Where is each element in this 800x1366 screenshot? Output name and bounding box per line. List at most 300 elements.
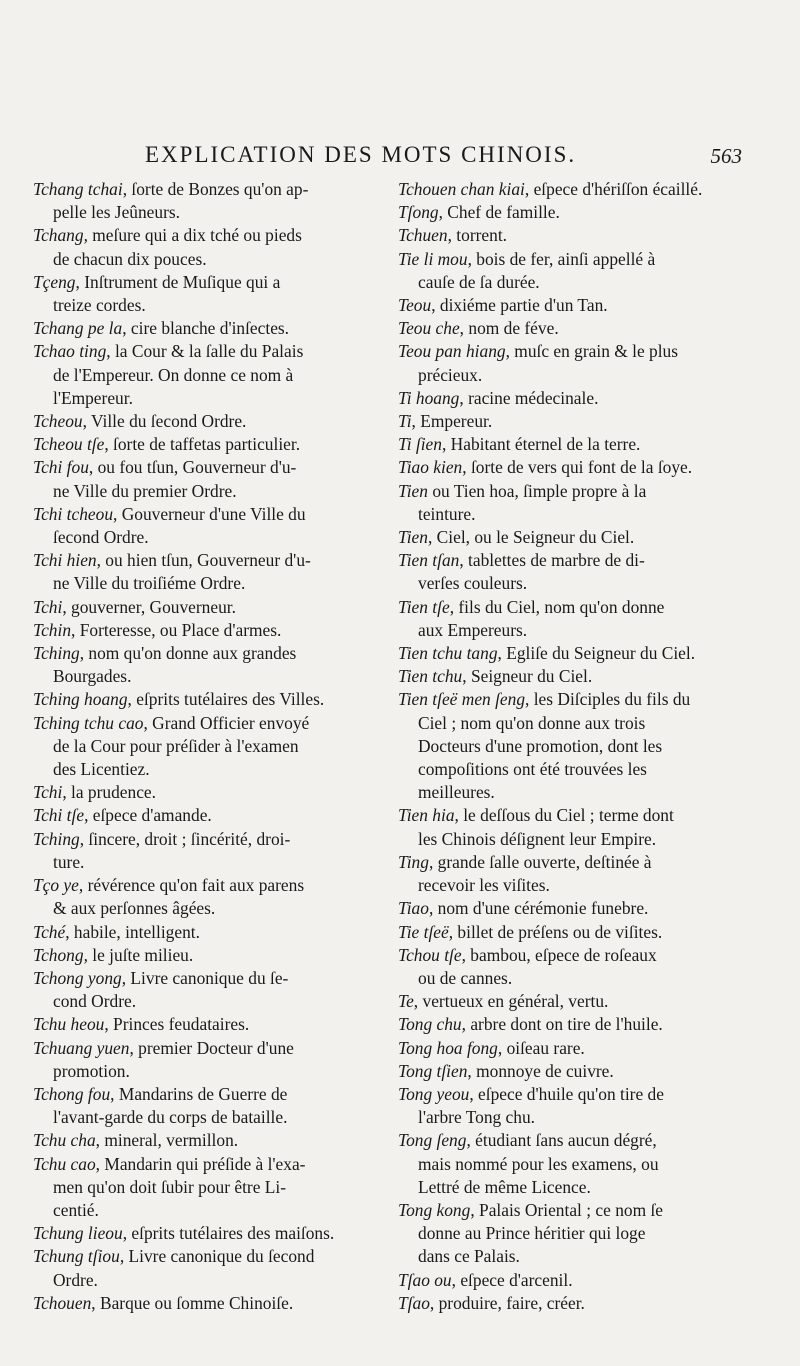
entry-term: Ting [398,851,429,872]
entry-definition-text: Docteurs d'une promotion, dont les [418,735,663,756]
glossary-entry [33,224,385,270]
entry-first-line [398,248,744,271]
entry-continuation-line [398,503,744,526]
glossary-entry [398,990,744,1013]
entry-first-line [398,1037,744,1060]
entry-definition-text: , nom qu'on donne aux grandes [79,643,297,664]
entry-continuation-line [33,480,385,503]
entry-continuation-line [33,248,385,271]
entry-first-line [398,1199,744,1222]
glossary-entry [33,712,385,782]
entry-definition-text: , racine médecinale. [459,387,599,408]
entry-definition-text: , Palais Oriental ; ce nom ſe [470,1199,664,1220]
entry-term: Tchung lieou [33,1223,123,1244]
entry-first-line [398,642,744,665]
entry-definition-text: men qu'on doit ſubir pour être Li- [53,1176,287,1197]
entry-continuation-line [398,619,744,642]
glossary-entry [398,944,744,990]
entry-first-line [33,317,385,340]
entry-term: Tchu cha [33,1130,96,1151]
entry-term: Tiao kien [398,457,463,478]
entry-term: Tchou tſe [398,944,462,965]
entry-definition-text: , eſprits tutélaires des Villes. [127,689,325,710]
glossary-entry [398,1013,744,1036]
entry-definition-text: , ſorte de taffetas particulier. [104,434,301,455]
column-gutter [390,180,392,1340]
entry-definition-text: , arbre dont on tire de l'huile. [461,1014,663,1035]
entry-definition-text: , ou hien tſun, Gouverneur d'u- [96,550,311,571]
entry-continuation-line [398,1153,744,1176]
glossary-entry [33,874,385,920]
glossary-entry [398,1060,744,1083]
entry-first-line [398,201,744,224]
entry-definition-text: , étudiant ſans aucun dégré, [466,1130,657,1151]
entry-first-line [33,410,385,433]
entry-first-line [398,665,744,688]
entry-term: Tſao [398,1292,430,1313]
entry-term: Tien tchu [398,666,463,687]
entry-first-line [33,1245,385,1268]
entry-term: Teou pan hiang [398,341,506,362]
glossary-entry [398,178,744,201]
entry-first-line [33,874,385,897]
entry-first-line [398,178,744,201]
entry-definition-text: , le deſſous du Ciel ; terme dont [454,805,674,826]
entry-first-line [33,1129,385,1152]
entry-first-line [33,271,385,294]
entry-continuation-line [33,990,385,1013]
entry-definition-text: , Grand Officier envoyé [143,712,310,733]
entry-continuation-line [398,967,744,990]
left-column [33,178,385,1315]
glossary-entry [398,294,744,317]
entry-first-line [33,1013,385,1036]
entry-definition-text: , Ciel, ou le Seigneur du Ciel. [427,527,635,548]
entry-definition-text: Ordre. [53,1269,98,1290]
glossary-entry [398,688,744,804]
entry-first-line [398,1083,744,1106]
entry-first-line [33,828,385,851]
entry-term: Tchong fou [33,1083,111,1104]
entry-term: Tong tſien [398,1060,468,1081]
glossary-entry [398,317,744,340]
entry-term: Tien [398,527,428,548]
glossary-entry [398,665,744,688]
glossary-entry [33,1222,385,1245]
entry-continuation-line [33,1176,385,1199]
entry-term: Tchu heou [33,1014,105,1035]
entry-first-line [33,1292,385,1315]
entry-continuation-line [398,1222,744,1245]
glossary-entry [398,387,744,410]
entry-definition-text: ou Tien hoa, ſimple propre à la [427,480,647,501]
glossary-entry [398,804,744,850]
entry-first-line [33,944,385,967]
entry-first-line [398,944,744,967]
entry-definition-text: , torrent. [447,225,508,246]
entry-definition-text: , Mandarins de Guerre de [110,1083,288,1104]
entry-definition-text: de l'Empereur. On donne ce nom à [53,364,294,385]
entry-term: Tiao [398,898,429,919]
entry-continuation-line [33,364,385,387]
entry-first-line [33,921,385,944]
glossary-entry [33,619,385,642]
entry-first-line [33,549,385,572]
entry-definition-text: , Chef de famille. [438,202,560,223]
entry-first-line [398,294,744,317]
glossary-entry [33,1129,385,1152]
entry-term: Tien hia [398,805,455,826]
entry-first-line [398,990,744,1013]
entry-term: Tſong [398,202,439,223]
entry-definition-text: ture. [53,851,85,872]
page-number: 563 [710,144,742,168]
entry-continuation-line [398,364,744,387]
entry-term: Tong yeou [398,1083,470,1104]
entry-first-line [398,433,744,456]
entry-term: Tcheou tſe [33,434,105,455]
entry-definition-text: ſecond Ordre. [53,527,149,548]
glossary-entry [398,480,744,526]
entry-first-line [33,642,385,665]
entry-definition-text: des Licentiez. [53,759,150,780]
entry-term: Tchi tcheou [33,503,114,524]
entry-definition-text: verſes couleurs. [418,573,528,594]
entry-first-line [33,1153,385,1176]
entry-term: Tchang tchai [33,179,123,199]
glossary-entry [398,921,744,944]
entry-definition-text: meilleures. [418,782,495,803]
glossary-entry [398,456,744,479]
entry-first-line [398,688,744,711]
entry-definition-text: , cire blanche d'inſectes. [122,318,290,339]
entry-first-line [33,178,385,201]
entry-definition-text: , habile, intelligent. [65,921,200,942]
entry-continuation-line [398,1106,744,1129]
entry-term: Tong ſeng [398,1130,467,1151]
entry-definition-text: , mineral, vermillon. [95,1130,239,1151]
glossary-entry [33,921,385,944]
entry-term: Tcheou [33,411,83,432]
entry-first-line [398,340,744,363]
entry-definition-text: , muſc en grain & le plus [505,341,679,362]
entry-first-line [33,967,385,990]
entry-first-line [33,456,385,479]
glossary-entry [33,688,385,711]
entry-term: Tching [33,828,80,849]
entry-definition-text: , Livre canonique du ſe- [121,967,289,988]
glossary-entry [33,596,385,619]
page-header [0,142,800,176]
entry-first-line [398,1269,744,1292]
entry-first-line [398,480,744,503]
entry-definition-text: , ſincere, droit ; ſincérité, droi- [79,828,291,849]
entry-definition-text: pelle les Jeûneurs. [53,202,181,223]
entry-definition-text: , eſpece d'amande. [84,805,212,826]
entry-definition-text: , Habitant éternel de la terre. [441,434,641,455]
entry-definition-text: , ou fou tſun, Gouverneur d'u- [88,457,297,478]
entry-definition-text: cauſe de ſa durée. [418,271,540,292]
entry-definition-text: compoſitions ont été trouvées les [418,759,647,780]
entry-definition-text: , ſorte de Bonzes qu'on ap- [122,179,309,199]
glossary-entry [398,410,744,433]
entry-term: Tien tſeë men ſeng [398,689,526,710]
entry-definition-text: , fils du Ciel, nom qu'on donne [449,596,665,617]
entry-first-line [33,1222,385,1245]
entry-definition-text: , Seigneur du Ciel. [462,666,593,687]
entry-first-line [398,1013,744,1036]
entry-definition-text: , billet de préſens ou de viſites. [448,921,663,942]
glossary-entry [398,340,744,386]
entry-definition-text: , bois de fer, ainſi appellé à [467,248,656,269]
entry-definition-text: les Chinois déſignent leur Empire. [418,828,657,849]
entry-first-line [398,851,744,874]
entry-term: Tie tſeë [398,921,449,942]
entry-continuation-line [398,271,744,294]
entry-term: Tçeng [33,271,76,292]
entry-term: Tchu cao [33,1153,96,1174]
entry-definition-text: dans ce Palais. [418,1246,520,1267]
entry-definition-text: , Livre canonique du ſecond [119,1246,315,1267]
entry-first-line [398,596,744,619]
entry-term: Tchuang yuen [33,1037,130,1058]
entry-definition-text: , les Diſciples du fils du [525,689,691,710]
entry-first-line [398,804,744,827]
glossary-entry [33,271,385,317]
entry-definition-text: aux Empereurs. [418,619,528,640]
entry-continuation-line [33,735,385,758]
entry-definition-text: , bambou, eſpece de roſeaux [461,944,657,965]
entry-first-line [33,503,385,526]
entry-continuation-line [398,1176,744,1199]
entry-continuation-line [33,1060,385,1083]
running-title: EXPLICATION DES MOTS CHINOIS. [145,142,577,167]
entry-term: Tien tſe [398,596,450,617]
entry-definition-text: & aux perſonnes âgées. [53,898,216,919]
entry-term: Te [398,991,414,1012]
entry-first-line [33,1037,385,1060]
entry-definition-text: ou de cannes. [418,967,513,988]
entry-first-line [33,433,385,456]
entry-definition-text: , vertueux en général, vertu. [413,991,609,1012]
glossary-entry [33,1013,385,1036]
entry-first-line [33,804,385,827]
entry-first-line [33,712,385,735]
entry-continuation-line [33,387,385,410]
entry-first-line [398,921,744,944]
entry-continuation-line [398,874,744,897]
entry-definition-text: teinture. [418,503,476,524]
entry-term: Tço ye [33,875,79,896]
entry-definition-text: l'Empereur. [53,387,133,408]
glossary-entry [398,201,744,224]
entry-definition-text: Ciel ; nom qu'on donne aux trois [418,712,646,733]
entry-first-line [398,387,744,410]
entry-definition-text: , eſpece d'hériſſon écaillé. [524,179,703,199]
entry-definition-text: , monnoye de cuivre. [467,1060,614,1081]
glossary-entry [398,851,744,897]
entry-definition-text: , produire, faire, créer. [429,1292,585,1313]
entry-term: Tching hoang [33,689,128,710]
entry-definition-text: , Egliſe du Seigneur du Ciel. [497,643,696,664]
glossary-entry [33,456,385,502]
entry-definition-text: , premier Docteur d'une [129,1037,294,1058]
entry-term: Tchi hien [33,550,97,571]
right-column [398,178,744,1315]
entry-definition-text: de la Cour pour préſider à l'examen [53,735,299,756]
entry-term: Tchang pe la [33,318,123,339]
entry-continuation-line [33,1269,385,1292]
entry-first-line [398,1292,744,1315]
entry-definition-text: Lettré de même Licence. [418,1176,591,1197]
glossary-entry [398,224,744,247]
entry-definition-text: promotion. [53,1060,130,1081]
entry-definition-text: treize cordes. [53,295,146,316]
entry-continuation-line [398,828,744,851]
entry-definition-text: précieux. [418,364,483,385]
entry-definition-text: de chacun dix pouces. [53,248,207,269]
entry-first-line [398,224,744,247]
entry-term: Tchong yong [33,967,122,988]
entry-continuation-line [33,665,385,688]
entry-term: Tché [33,921,66,942]
entry-first-line [33,340,385,363]
entry-definition-text: , eſpece d'huile qu'on tire de [469,1083,664,1104]
glossary-entry [33,1083,385,1129]
glossary-entry [33,944,385,967]
entry-term: Tching tchu cao [33,712,144,733]
glossary-entry [33,178,385,224]
entry-definition-text: , dixiéme partie d'un Tan. [431,295,608,316]
entry-term: Tien [398,480,428,501]
glossary-entry [33,642,385,688]
entry-definition-text: , Barque ou ſomme Chinoiſe. [91,1292,294,1313]
entry-first-line [398,317,744,340]
glossary-entry [398,1083,744,1129]
entry-definition-text: , tablettes de marbre de di- [459,550,645,571]
entry-term: Tchong [33,944,84,965]
glossary-entry [33,410,385,433]
entry-term: Tchung tſiou [33,1246,120,1267]
entry-term: Tchin [33,619,72,640]
entry-first-line [398,897,744,920]
entry-term: Ti ſien [398,434,442,455]
glossary-entry [398,1269,744,1292]
glossary-entry [33,503,385,549]
entry-term: Teou che [398,318,460,339]
glossary-entry [398,642,744,665]
entry-continuation-line [398,781,744,804]
entry-definition-text: recevoir les viſites. [418,875,550,896]
glossary-entry [33,967,385,1013]
entry-term: Teou [398,295,432,316]
entry-first-line [398,1129,744,1152]
entry-definition-text: mais nommé pour les examens, ou [418,1153,659,1174]
entry-first-line [33,1083,385,1106]
entry-definition-text: , Mandarin qui préſide à l'exa- [95,1153,306,1174]
entry-term: Tchao ting [33,341,107,362]
entry-definition-text: , Princes feudataires. [104,1014,250,1035]
entry-continuation-line [33,897,385,920]
entry-term: Tchouen [33,1292,92,1313]
entry-definition-text: cond Ordre. [53,991,137,1012]
entry-definition-text: , eſprits tutélaires des maiſons. [122,1223,335,1244]
entry-definition-text: , la Cour & la ſalle du Palais [106,341,304,362]
entry-definition-text: , eſpece d'arcenil. [451,1269,573,1290]
entry-definition-text: l'avant-garde du corps de bataille. [53,1107,288,1128]
glossary-entry [33,317,385,340]
entry-definition-text: ne Ville du premier Ordre. [53,480,237,501]
entry-continuation-line [33,572,385,595]
entry-continuation-line [398,572,744,595]
entry-term: Tie li mou [398,248,468,269]
entry-term: Tchi [33,596,63,617]
entry-term: Tong chu [398,1014,462,1035]
entry-definition-text: , Empereur. [411,411,493,432]
entry-definition-text: , Forteresse, ou Place d'armes. [71,619,282,640]
glossary-entry [398,596,744,642]
entry-term: Tong hoa fong [398,1037,498,1058]
entry-definition-text: , gouverner, Gouverneur. [62,596,236,617]
entry-continuation-line [33,758,385,781]
glossary-entry [33,1153,385,1223]
glossary-entry [398,1199,744,1269]
entry-term: Tchouen chan kiai [398,179,525,199]
entry-continuation-line [33,1106,385,1129]
entry-continuation-line [33,294,385,317]
entry-continuation-line [398,712,744,735]
entry-term: Ti [398,411,412,432]
entry-definition-text: ne Ville du troiſiéme Ordre. [53,573,246,594]
entry-continuation-line [33,1199,385,1222]
entry-term: Tſao ou [398,1269,452,1290]
entry-term: Tong kong [398,1199,471,1220]
entry-definition-text: , Ville du ſecond Ordre. [82,411,247,432]
glossary-entry [33,340,385,410]
entry-term: Tchi fou [33,457,89,478]
glossary-entry [33,1037,385,1083]
entry-term: Tchang [33,225,84,246]
entry-term: Tchi [33,782,63,803]
entry-first-line [33,781,385,804]
glossary-entry [398,526,744,549]
glossary-entry [33,433,385,456]
glossary-entry [398,433,744,456]
glossary-entry [33,781,385,804]
entry-first-line [398,526,744,549]
glossary-entry [33,804,385,827]
entry-first-line [398,549,744,572]
glossary-entry [398,549,744,595]
glossary-entry [398,1037,744,1060]
entry-continuation-line [398,758,744,781]
glossary-entry [398,1292,744,1315]
glossary-entry [398,897,744,920]
entry-continuation-line [33,526,385,549]
entry-first-line [398,410,744,433]
entry-definition-text: , Gouverneur d'une Ville du [113,503,306,524]
entry-term: Tien tſan [398,550,460,571]
entry-continuation-line [33,851,385,874]
entry-term: Tching [33,643,80,664]
entry-first-line [33,619,385,642]
entry-continuation-line [398,1245,744,1268]
entry-definition-text: donne au Prince héritier qui loge [418,1223,646,1244]
entry-definition-text: Bourgades. [53,666,132,687]
entry-term: Tchi tſe [33,805,85,826]
glossary-entry [33,549,385,595]
glossary-entry [398,1129,744,1199]
